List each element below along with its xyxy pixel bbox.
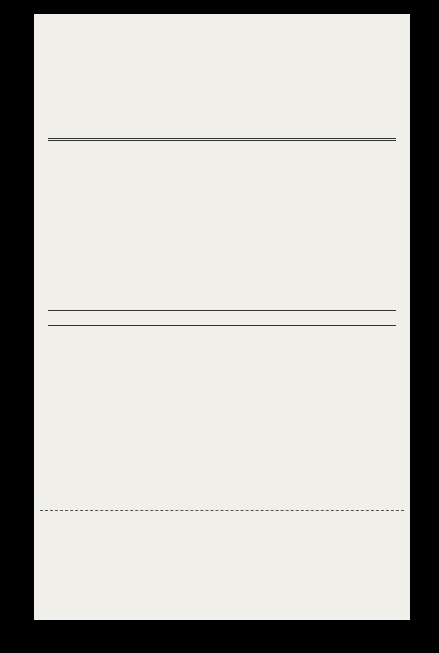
form-page — [34, 14, 410, 620]
